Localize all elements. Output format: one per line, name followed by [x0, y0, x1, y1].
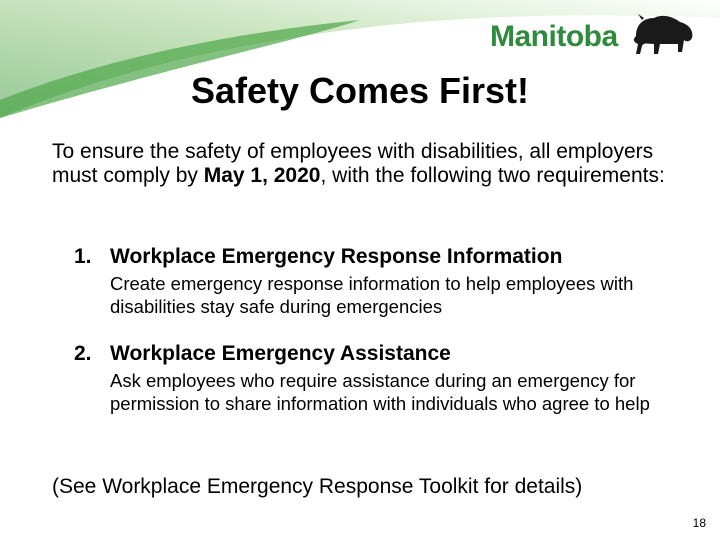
logo-wordmark: Manitoba	[490, 20, 618, 53]
requirement-item	[74, 245, 694, 318]
intro-text-end: , with the following two requirements:	[320, 164, 665, 187]
requirement-number: 1.	[74, 245, 92, 268]
requirement-number: 2.	[74, 342, 92, 365]
requirement-description: Create emergency response information to help employees with disabilities stay safe during emergencies	[110, 273, 634, 317]
requirement-title: Workplace Emergency Assistance	[110, 342, 451, 365]
manitoba-logo	[490, 12, 700, 58]
deadline-date: May 1, 2020	[203, 164, 321, 187]
page-number: 18	[692, 516, 706, 530]
slide-title: Safety Comes First!	[190, 70, 530, 111]
requirement-title: Workplace Emergency Response Information	[110, 245, 563, 268]
intro-text-start: To ensure the safety of employees with disabilities, all employers must comply by	[52, 140, 654, 187]
intro-paragraph	[52, 140, 692, 188]
toolkit-note: (See Workplace Emergency Response Toolkit for details)	[52, 475, 583, 498]
requirement-description: Ask employees who require assistance during an emergency for permission to share information with individuals who agree to help	[110, 370, 650, 414]
bison-icon	[630, 12, 696, 58]
requirement-item	[74, 342, 694, 415]
